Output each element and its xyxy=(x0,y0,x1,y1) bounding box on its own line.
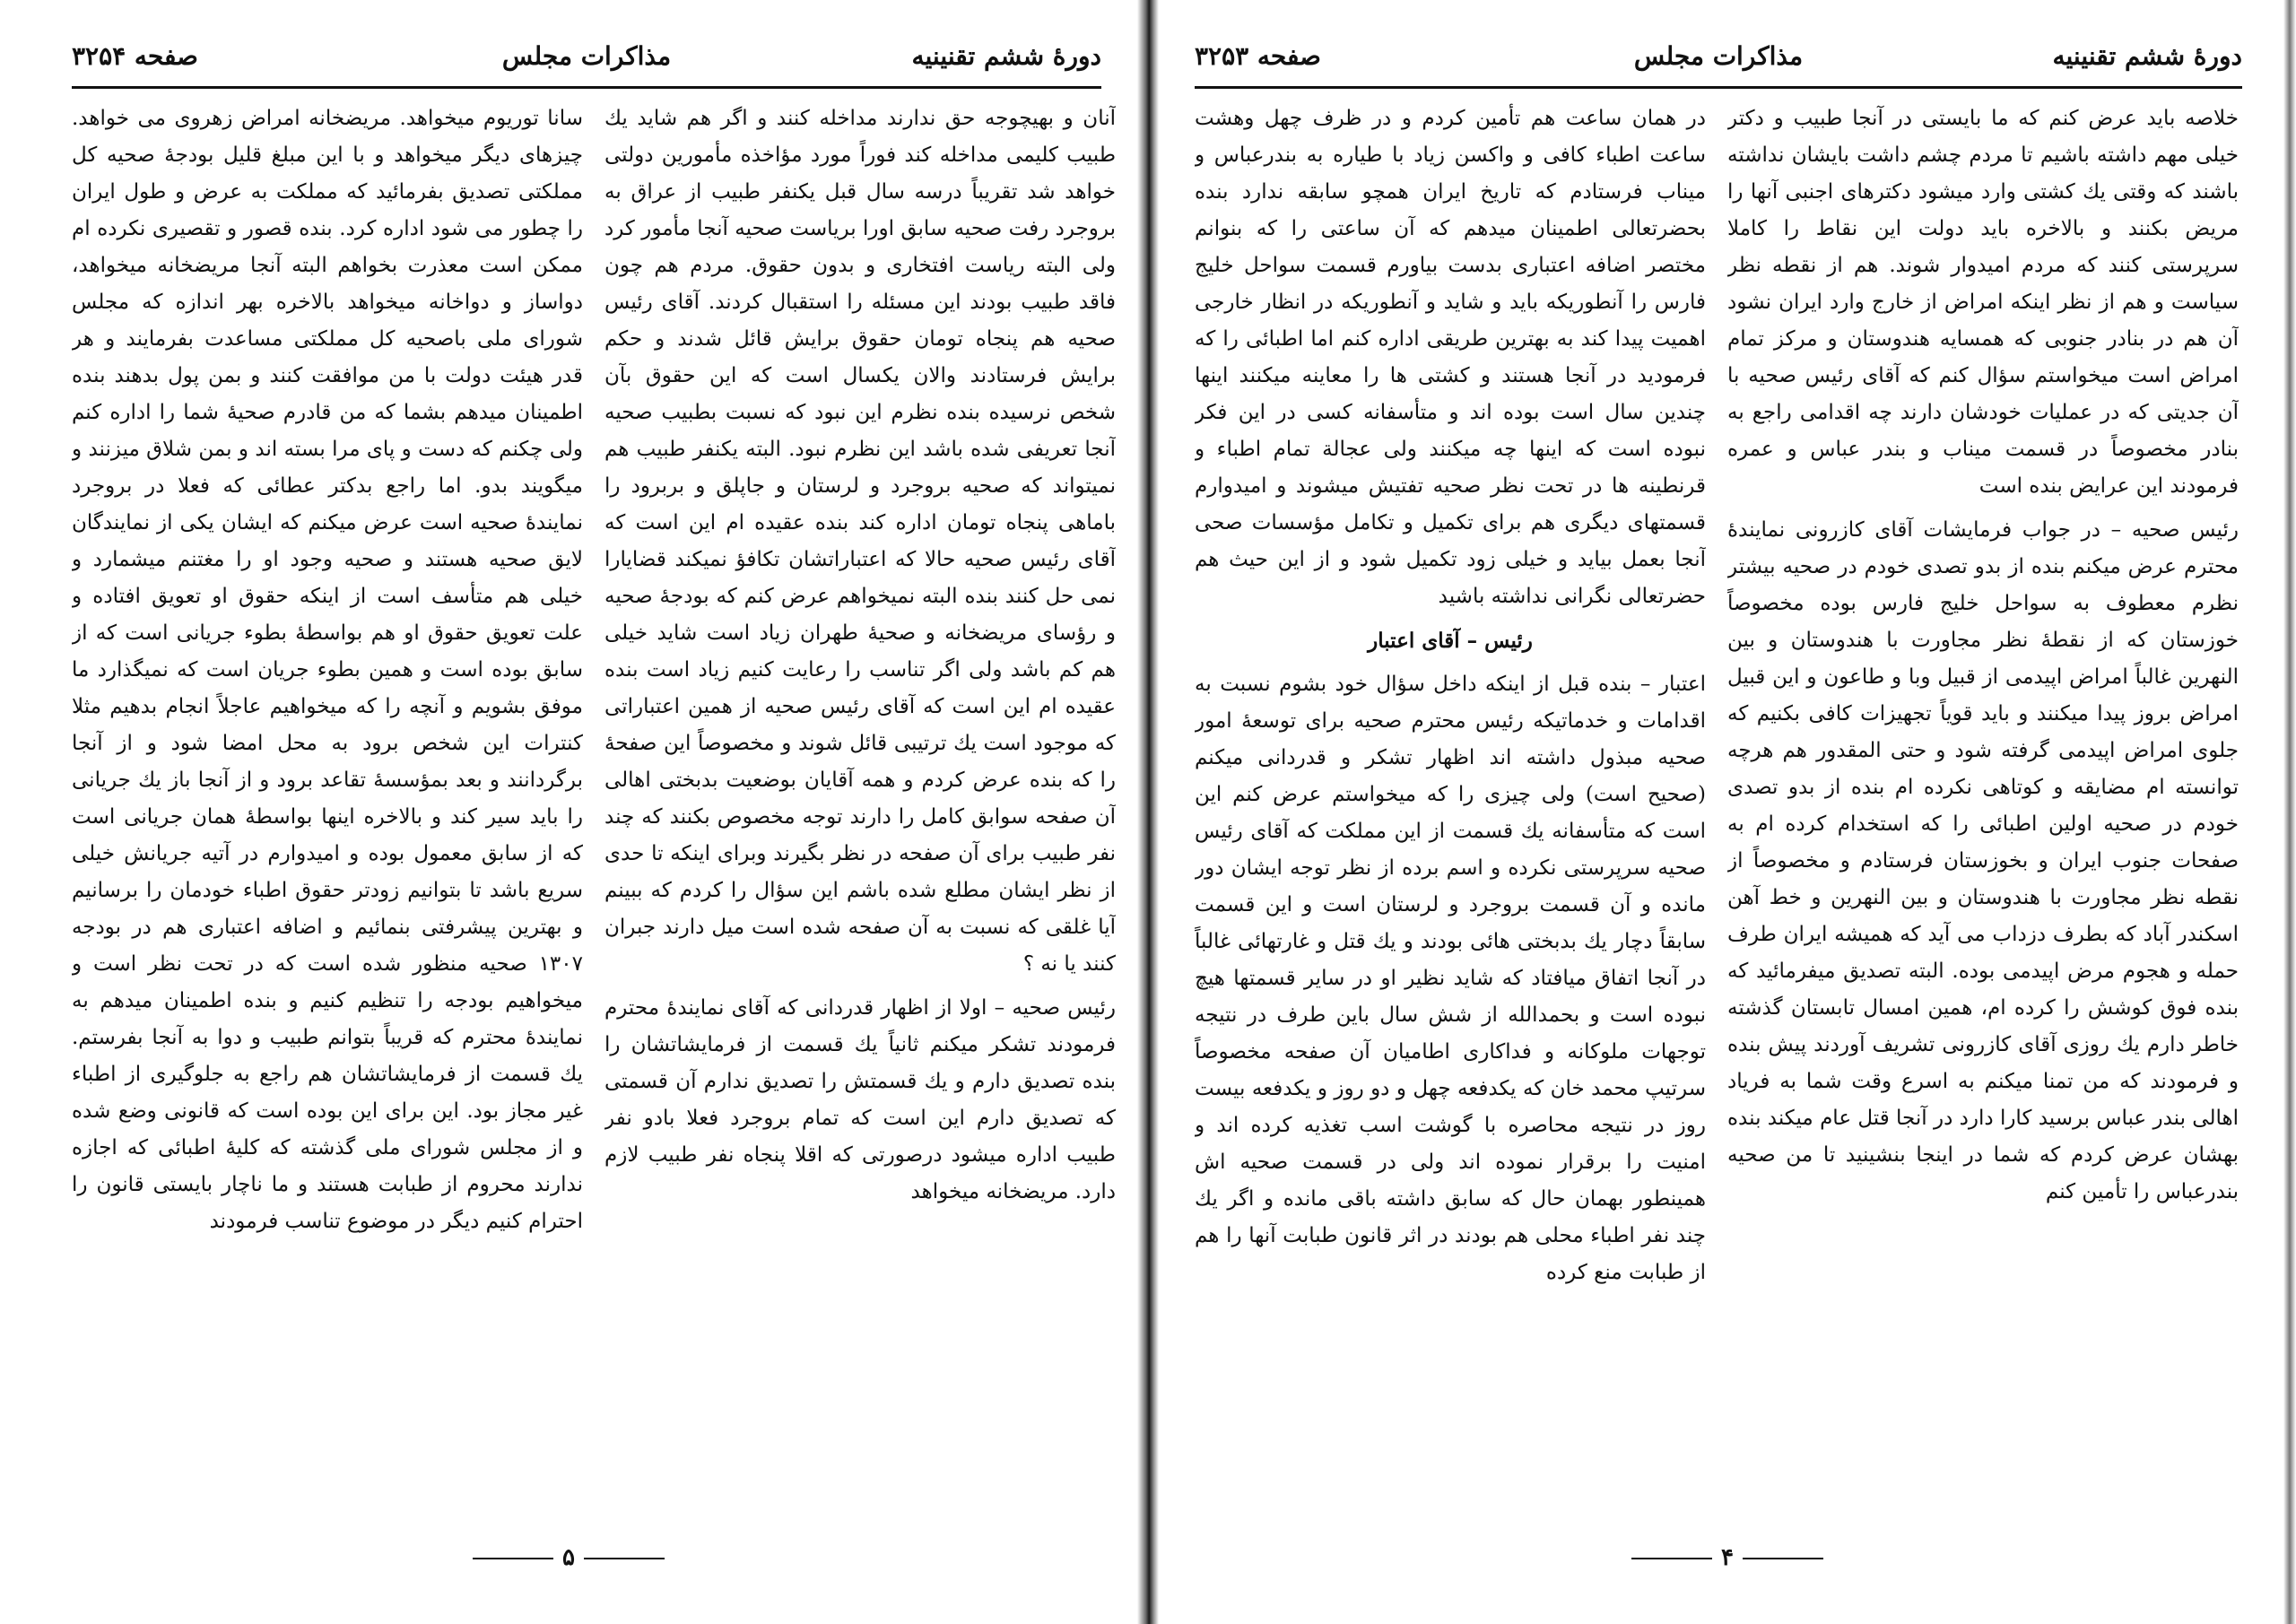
paragraph: در همان ساعت هم تأمین کردم و در ظرف چهل وهشت ساعت اطباء کافی و واکسن زیاد با طیاره به بندرعباس و میناب فرستادم که تاریخ ایران همچو سابقه ندارد بنده بحضرتعالی اطمینان میدهم که آن ساعتی را که بنوانم مختصر اضافه اعتباری بدست بیاورم قسمت سواحل خلیج فارس را آنطوریکه باید و شاید و آنطوریکه در انظار خارجی اهمیت پیدا کند به بهترین طریقی اداره کنم اما اطبائی را که فرمودید در آنجا هستند و کشتی ها را معاینه میکنند اینها چندین سال است بوده اند و متأسفانه کسی در این فکر نبوده است که اینها چه میکنند ولی عجالة تمام اطباء و قرنطینه ها در تحت نظر صحیه تفتیش میشوند و امیدوارم قسمتهای دیگری هم برای تکمیل و تکامل مؤسسات صحی آنجا بعمل بیاید و خیلی زود تکمیل شود و از این حیث هم حضرتعالی نگرانی نداشته باشید xyxy=(1195,107,1706,608)
page-footer xyxy=(0,1544,1137,1571)
page-header xyxy=(1195,41,2242,84)
paragraph: سانا توریوم میخواهد. مریضخانه امراض زهروی می خواهد. چیزهای دیگر میخواهد و با این مبلغ قلیل بودجهٔ صحیه کل مملکتی تصدیق بفرمائید که مملکت به عرض و طول ایران را چطور می شود اداره کرد. بنده قصور و تقصیری نکرده ام ممکن است معذرت بخواهم البته آنجا مریضخانه میخواهد، دواساز و دواخانه میخواهد بالاخره بهر اندازه که مجلس شورای ملی باصحیه کل مملکتی مساعدت بفرمایند و هر قدر هیئت دولت با من موافقت کنند و بمن پول بدهند بنده اطمینان میدهم بشما که من قادرم صحیهٔ شما را اداره کنم ولی چکنم که دست و پای مرا بسته اند و بمن شلاق میزنند و میگویند بدو. اما راجع بدکتر عطائی که فعلا در بروجرد نمایندهٔ صحیه است عرض میکنم که ایشان یکی از نمایندگان لایق صحیه هستند و صحیه وجود او را مغتنم میشمارد و خیلی هم متأسف است از اینکه حقوق او تعویق افتاده و علت تعویق حقوق او هم بواسطهٔ بطوء جریانی است که از سابق بوده است و همین بطوء جریان است که نمیگذارد ما موفق بشویم و آنچه را که میخواهیم عاجلاً انجام بدهیم مثلا کنترات این شخص برود به محل امضا شود و از آنجا برگردانند و بعد بمؤسسهٔ تقاعد برود و از آنجا باز یك جریانی را باید سیر کند و بالاخره اینها بواسطهٔ همان جریانی است که از سابق معمول بوده و امیدوارم در آتیه جریانش خیلی سریع باشد تا بتوانیم زودتر حقوق اطباء خودمان را برسانیم و بهترین پیشرفتی بنمائیم و اضافه اعتباری هم در بودجه ۱۳۰۷ صحیه منظور شده است که در تحت نظر است و میخواهیم بودجه را تنظیم کنیم و بنده اطمینان میدهم به نمایندهٔ محترم که قریباً بتوانم طبیب و دوا به آنجا بفرستم. یك قسمت از فرمایشاتشان هم راجع به جلوگیری از اطباء غیر مجاز بود. این برای این بوده است که قانونی وضع شده و از مجلس شورای ملی گذشته که کلیهٔ اطبائی که اجازه ندارند محروم از طبابت هستند و ما ناچار بایستی قانون را احترام کنیم دیگر در موضوع تناسب فرمودند xyxy=(72,107,583,1233)
footer-rule xyxy=(1743,1558,1823,1559)
paragraph: خلاصه باید عرض کنم که ما بایستی در آنجا طبیب و دکتر خیلی مهم داشته باشیم تا مردم چشم داشت بایشان نداشته باشند که وقتی یك کشتی وارد میشود دکترهای اجنبی آنها را مریض بکنند و بالاخره باید دولت این نقاط را کاملا سرپرستی کنند که مردم امیدوار شوند. هم از نقطه نظر سیاست و هم از نظر اینکه امراض از خارج وارد ایران نشود آن هم در بنادر جنوبی که همسایه هندوستان و مرکز تمام امراض است میخواستم سؤال کنم که آقای رئیس صحیه با آن جدیتی که در عملیات خودشان دارند چه اقدامی راجع به بنادر مخصوصاً در قسمت میناب و بندر عباس و عمره فرمودند این عرایض بنده است xyxy=(1727,107,2239,498)
footer-rule xyxy=(584,1558,665,1559)
paragraph: رئیس صحیه – در جواب فرمایشات آقای کازرونی نمایندهٔ محترم عرض میکنم بنده از بدو تصدی خودم در صحیه بیشتر نظرم معطوف به سواحل خلیج فارس بوده مخصوصاً خوزستان که از نقطهٔ نظر مجاورت با هندوستان و بین النهرین غالباً امراض اپیدمی از قبیل وبا و طاعون و این قبیل امراض بروز پیدا میکنند و باید قویاً تجهیزات کافی بکنیم که جلوی امراض اپیدمی گرفته شود و حتی المقدور هم هرچه توانسته ام مضایقه و کوتاهی نکرده ام بنده از بدو تصدی خودم در صحیه اولین اطبائی را که استخدام کرده ام به صفحات جنوب ایران و بخوزستان فرستادم و مخصوصاً از نقطه نظر مجاورت با هندوستان و بین النهرین و خط آهن اسکندر آباد که بطرف دزداب می آید که همیشه ایران طرف حمله و هجوم مرض اپیدمی بوده. البته تصدیق میفرمائید که بنده فوق کوشش را کرده ام، همین امسال تابستان گذشته خاطر دارم یك روزی آقای کازرونی تشریف آوردند پیش بنده و فرمودند که من تمنا میکنم به اسرع وقت شما به فریاد اهالی بندر عباس برسید کارا دارد در آنجا قتل عام میکند بنده بهشان عرض کردم که شما در اینجا بنشینید تا من صحیه بندرعباس را تأمین کنم xyxy=(1727,518,2239,1203)
speaker-heading: رئیس – آقای اعتبار xyxy=(1368,629,1533,653)
page-label: صفحه ۳۲۵۴ xyxy=(72,41,198,71)
book-gutter xyxy=(1137,0,1159,1624)
text-column-right xyxy=(1727,100,2239,1526)
text-column-left xyxy=(1195,100,1706,1526)
text-column-left xyxy=(72,100,583,1526)
page-edge xyxy=(2283,0,2296,1624)
session-label: دورهٔ ششم تقنینیه xyxy=(911,41,1101,71)
page-footer xyxy=(1159,1544,2296,1571)
text-column-right xyxy=(604,100,1116,1526)
page-label: صفحه ۳۲۵۳ xyxy=(1195,41,1321,71)
session-label: دورهٔ ششم تقنینیه xyxy=(2052,41,2242,71)
page-number: ۴ xyxy=(1721,1544,1734,1571)
paragraph: آنان و بهیچوجه حق ندارند مداخله کنند و اگر هم شاید یك طبیب کلیمی مداخله کند فوراً مورد مؤاخذه مأمورین دولتی خواهد شد تقریباً درسه سال قبل یکنفر طبیب از عراق به بروجرد رفت صحیه سابق اورا بریاست صحیه آنجا مأمور کرد ولی البته ریاست افتخاری و بدون حقوق. مردم هم چون فاقد طبیب بودند این مسئله را استقبال کردند. آقای رئیس صحیه هم پنجاه تومان حقوق برایش قائل شدند و حکم برایش فرستادند والان یکسال است که این حقوق بآن شخص نرسیده بنده نظرم این نبود که نسبت بطبیب صحیه آنجا تعریفی شده باشد این نظرم نبود. البته یکنفر طبیب هم نمیتواند که صحیه بروجرد و لرستان و جاپلق و بربرود را باماهی پنجاه تومان اداره کند بنده عقیده ام این است که آقای رئیس صحیه حالا که اعتباراتشان تکافؤ نمیکند قضایارا نمی حل کنند بنده البته نمیخواهم عرض کنم که بودجهٔ صحیه و رؤسای مریضخانه و صحیهٔ طهران زیاد است شاید خیلی هم کم باشد ولی اگر تناسب را رعایت کنیم زیاد است بنده عقیده ام این است که آقای رئیس صحیه از همین اعتباراتی که موجود است یك ترتیبی قائل شوند و مخصوصاً این صفحهٔ را که بنده عرض کردم و همه آقایان بوضعیت بدبختی اهالی آن صفحه سوابق کامل را دارند توجه مخصوص بکنند که چند نفر طبیب برای آن صفحه در نظر بگیرند وبرای اینکه تا حدی از نظر ایشان مطلع شده باشم این سؤال را کردم که ببینم آیا غلقی که نسبت به آن صفحه شده است میل دارند جبران کنند یا نه ؟ xyxy=(604,107,1116,976)
journal-title: مذاکرات مجلس xyxy=(1633,41,1804,71)
page-number: ۵ xyxy=(562,1544,575,1571)
paragraph: اعتبار – بنده قبل از اینکه داخل سؤال خود بشوم نسبت به اقدامات و خدماتیکه رئیس محترم صحیه برای توسعهٔ امور صحیه مبذول داشته اند اظهار تشکر و قدردانی میکنم (صحیح است) ولی چیزی را که میخواستم عرض کنم این است که متأسفانه یك قسمت از این مملکت که آقای رئیس صحیه سرپرستی نکرده و اسم برده از نظر توجه ایشان دور مانده و آن قسمت بروجرد و لرستان است و این قسمت سابقاً دچار یك بدبختی هائی بودند و یك قتل و غارتهائی غالباً در آنجا اتفاق میافتاد که شاید نظیر او در سایر قسمتها هیچ نبوده است و بحمدالله از شش سال باین طرف در نتیجه توجهات ملوکانه و فداکاری اطامیان آن صفحه مخصوصاً سرتیپ محمد خان که یکدفعه چهل و دو روز و یکدفعه بیست روز در نتیجه محاصره با گوشت اسب تغذیه کرده اند و امنیت را برقرار نموده اند ولی در قسمت صحیه اش همینطور بهمان حال که سابق داشته باقی مانده و اگر یك چند نفر اطباء محلی هم بودند در اثر قانون طبابت آنها را هم از طبابت منع کرده xyxy=(1195,673,1706,1284)
footer-rule xyxy=(1631,1558,1712,1559)
header-rule xyxy=(72,86,1101,89)
footer-rule xyxy=(473,1558,553,1559)
right-page xyxy=(1159,0,2296,1624)
paragraph: رئیس صحیه – اولا از اظهار قدردانی که آقای نمایندهٔ محترم فرمودند تشکر میکنم ثانیاً یك قسمت از فرمایشاتشان را بنده تصدیق دارم و یك قسمتش را تصدیق ندارم آن قسمتی که تصدیق دارم این است که تمام بروجرد فعلا بادو نفر طبیب اداره میشود درصورتی که اقلا پنجاه نفر طبیب لازم دارد. مریضخانه میخواهد xyxy=(604,996,1116,1203)
page-header xyxy=(72,41,1101,84)
header-rule xyxy=(1195,86,2242,89)
left-page xyxy=(0,0,1137,1624)
journal-title: مذاکرات مجلس xyxy=(501,41,672,71)
